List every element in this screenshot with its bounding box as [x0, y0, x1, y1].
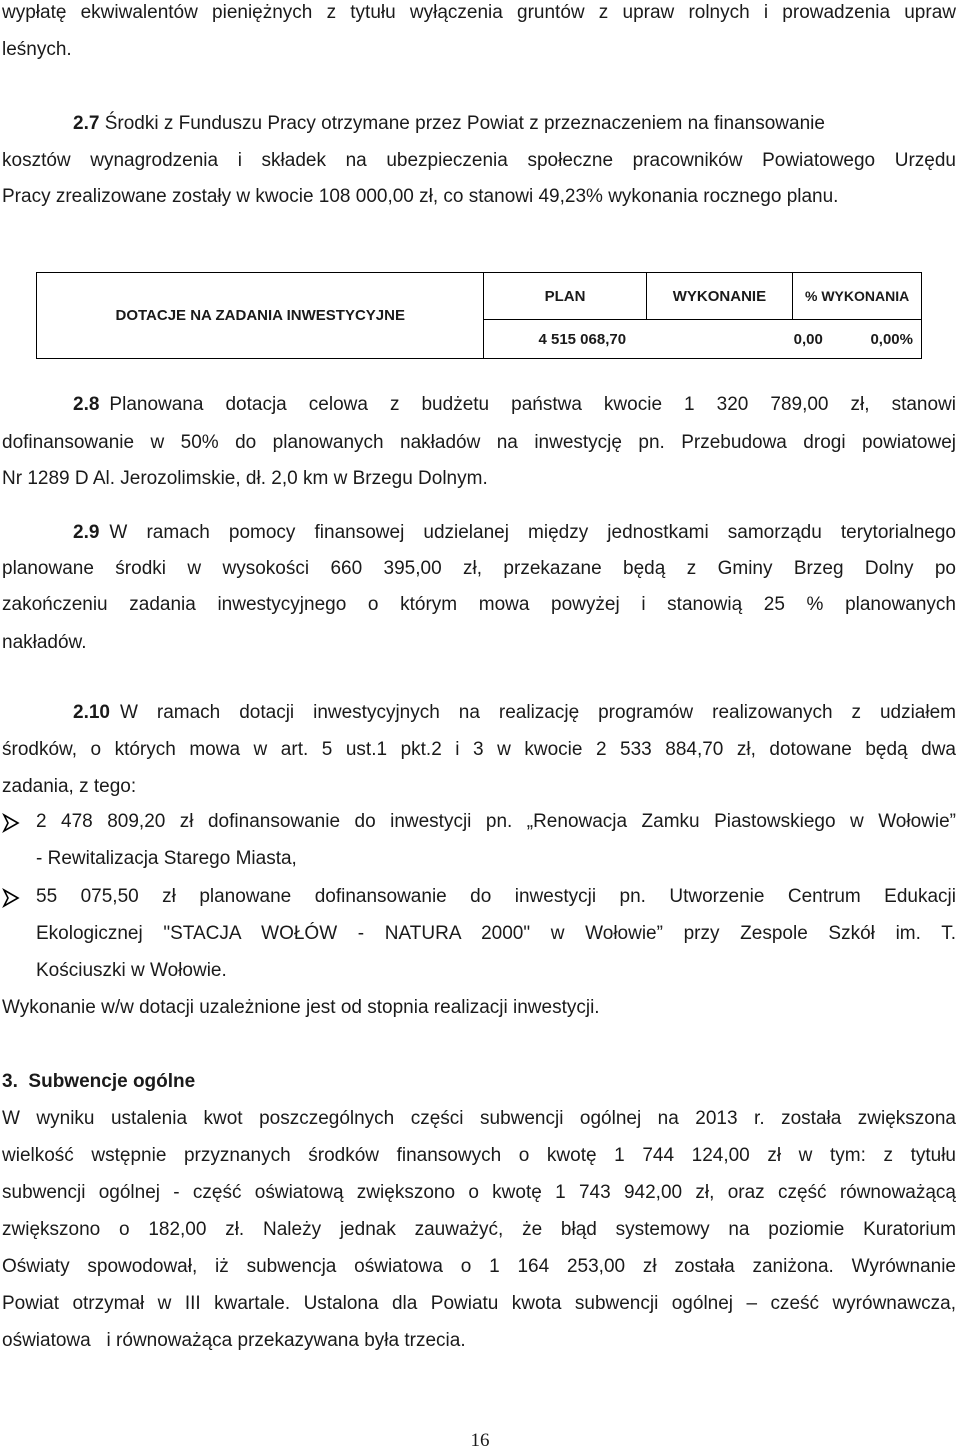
section-3-number: 3.	[2, 1071, 18, 1092]
section-2-7-text: Środki z Funduszu Pracy otrzymane przez Powiat z przeznaczeniem na finansowanie	[99, 113, 825, 134]
bullet-1-line-1: 2 478 809,20 zł dofinansowanie do inwestycji pn. „Renowacja Zamku Piastowskiego w Wołowie”	[36, 811, 956, 832]
section-2-10-line-2: środków, o których mowa w art. 5 ust.1 pkt.2 i 3 w kwocie 2 533 884,70 zł, dotowane będą dwa	[2, 739, 956, 760]
section-2-9-line-4: nakładów.	[2, 632, 87, 653]
section-3-line-6: Powiat otrzymał w III kwartale. Ustalona dla Powiatu kwota subwencji ogólnej – cześć wyrównawcza,	[2, 1293, 956, 1314]
section-2-8-number: 2.8	[73, 394, 100, 415]
section-2-8-line-1	[73, 394, 956, 416]
bullet-2-line-2: Ekologicznej "STACJA WOŁÓW - NATURA 2000" w Wołowie” przy Zespole Szkół im. T.	[36, 923, 956, 944]
investment-grants-table	[36, 272, 922, 359]
section-2-7-line-2: kosztów wynagrodzenia i składek na ubezpieczenia społeczne pracowników Powiatowego Urzędu	[2, 150, 956, 171]
bullet-2-line-3: Kościuszki w Wołowie.	[36, 960, 227, 981]
section-2-8-line-2: dofinansowanie w 50% do planowanych nakładów na inwestycję pn. Przebudowa drogi powiatowej	[2, 432, 956, 453]
table-row-label: DOTACJE NA ZADANIA INWESTYCYJNE	[37, 273, 484, 359]
section-3-title: Subwencje ogólne	[28, 1071, 196, 1092]
section-2-10-number: 2.10	[73, 702, 110, 723]
section-3-line-5: Oświaty spowodował, iż subwencja oświatowa o 1 164 253,00 zł została zaniżona. Wyrównanie	[2, 1256, 956, 1277]
section-2-10-closing: Wykonanie w/w dotacji uzależnione jest od stopnia realizacji inwestycji.	[2, 997, 600, 1018]
intro-line-2: leśnych.	[2, 39, 72, 60]
section-2-10-line-1	[73, 702, 956, 724]
section-2-9-line-2: planowane środki w wysokości 660 395,00 zł, przekazane będą z Gminy Brzeg Dolny po	[2, 558, 956, 579]
section-3-line-1: W wyniku ustalenia kwot poszczególnych części subwencji ogólnej na 2013 r. została zwiększona	[2, 1108, 956, 1129]
table-value-execution-percent: 0,00%	[870, 330, 913, 348]
table-values-row	[484, 320, 922, 359]
bullet-1-line-2: - Rewitalizacja Starego Miasta,	[36, 848, 297, 869]
section-2-9-text: W ramach pomocy finansowej udzielanej między jednostkami samorządu terytorialnego	[109, 522, 956, 543]
section-2-7-line-1	[73, 113, 956, 135]
section-2-7-number: 2.7	[73, 113, 100, 134]
section-3-heading	[2, 1071, 195, 1093]
section-2-10-text: W ramach dotacji inwestycyjnych na realizację programów realizowanych z udziałem	[119, 702, 956, 723]
section-2-10-line-3: zadania, z tego:	[2, 776, 137, 797]
section-2-9-number: 2.9	[73, 522, 100, 543]
section-3-line-4: zwiększono o 182,00 zł. Należy jednak zauważyć, że błąd systemowy na poziomie Kuratorium	[2, 1219, 956, 1240]
bullet-arrow-icon	[2, 888, 20, 908]
table-header-plan: PLAN	[484, 273, 646, 320]
table-value-plan: 4 515 068,70	[538, 330, 627, 348]
section-3-line-7: oświatowa i równoważąca przekazywana była trzecia.	[2, 1330, 466, 1351]
page-number: 16	[470, 1430, 490, 1451]
table-header-execution: WYKONANIE	[646, 273, 793, 320]
table-header-execution-percent: % WYKONANIA	[793, 273, 922, 320]
section-3-line-2: wielkość wstępnie przyznanych środków finansowych o kwotę 1 744 124,00 zł w tym: z tytułu	[2, 1145, 956, 1166]
bullet-2-line-1: 55 075,50 zł planowane dofinansowanie do inwestycji pn. Utworzenie Centrum Edukacji	[36, 886, 956, 907]
section-2-8-text: Planowana dotacja celowa z budżetu państwa kwocie 1 320 789,00 zł, stanowi	[109, 394, 956, 415]
section-2-7-line-3: Pracy zrealizowane zostały w kwocie 108 000,00 zł, co stanowi 49,23% wykonania rocznego planu.	[2, 186, 839, 207]
intro-line-1: wypłatę ekwiwalentów pieniężnych z tytułu wyłączenia gruntów z upraw rolnych i prowadzenia upraw	[2, 2, 956, 23]
table-value-execution: 0,00	[793, 330, 823, 348]
section-3-line-3: subwencji ogólnej - część oświatową zwiększono o kwotę 1 743 942,00 zł, oraz część równoważącą	[2, 1182, 956, 1203]
bullet-arrow-icon	[2, 813, 20, 833]
section-2-8-line-3: Nr 1289 D Al. Jerozolimskie, dł. 2,0 km w Brzegu Dolnym.	[2, 468, 488, 489]
section-2-9-line-3: zakończeniu zadania inwestycyjnego o którym mowa powyżej i stanowią 25 % planowanych	[2, 594, 956, 615]
section-2-9-line-1	[73, 522, 956, 544]
